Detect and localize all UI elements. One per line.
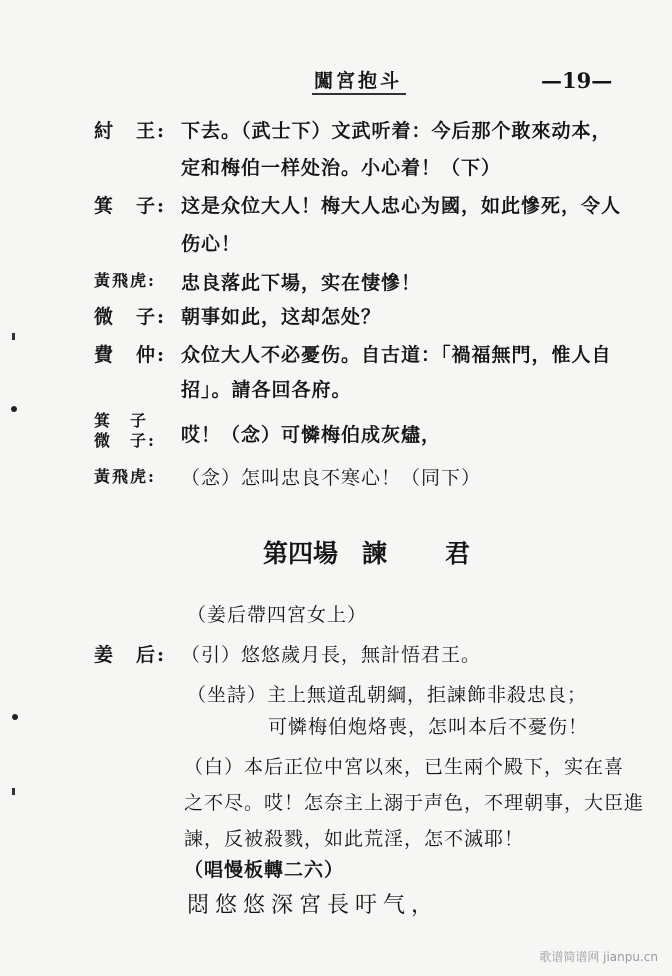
speaker-wei-zi: 微 子: [94,306,167,328]
speaker-jiang-hou: 姜 后: [94,644,167,666]
dialogue-line: （念）怎叫忠良不寒心！（同下） [181,467,482,489]
singing-direction: （唱慢板轉二六） [184,859,345,881]
dialogue-line: 之不尽。哎！怎奈主上溺于声色，不理朝事，大臣進 [184,792,645,814]
dialogue-line: 定和梅伯一样处治。小心着！（下） [181,157,502,179]
speaker-huang-feihu: 黃飛虎: [94,467,156,486]
watermark: 歌谱简谱网 jianpu.cn [539,950,658,964]
dialogue-line: （引）悠悠歲月長，無計悟君王。 [181,644,482,666]
scene-title-char: 諫 [362,539,388,568]
margin-mark [12,788,15,795]
speaker-huang-feihu: 黃飛虎: [94,271,156,290]
scene-heading: 第四場 [263,539,339,568]
dialogue-line: 哎！（念）可憐梅伯成灰燼， [181,424,442,446]
margin-dot [12,714,18,720]
dialogue-line: 众位大人不必憂伤。自古道：「禍福無門，惟人自 [181,344,612,366]
header-underline [312,93,406,95]
speaker-ji-zi: 箕 子 [94,411,149,430]
dialogue-line: （白）本后正位中宮以來，已生兩个殿下，实在喜 [184,756,625,778]
dialogue-line: （坐詩）主上無道乱朝綱，拒諫飾非殺忠良； [187,684,588,706]
dialogue-line: 可憐梅伯炮烙喪，怎叫本后不憂伤！ [268,716,589,738]
scene-title-char: 君 [445,539,471,568]
margin-mark [12,333,15,340]
speaker-zhou-wang: 紂 王: [94,120,167,142]
dialogue-line: 忠良落此下場，实在悽慘！ [181,272,422,294]
stage-direction: （姜后帶四宮女上） [187,604,368,626]
margin-dot [11,406,17,412]
page-number: —19— [541,68,613,93]
dialogue-line: 这是众位大人！梅大人忠心为國，如此慘死，令人 [181,195,622,217]
handwritten-lyric: 悶悠悠深宮長吁气， [187,893,440,918]
running-header-title: 闖宮抱斗 [314,70,403,92]
speaker-ji-zi: 箕 子: [94,195,167,217]
dialogue-line: 諫，反被殺戮，如此荒淫，怎不滅耶！ [184,828,525,850]
dialogue-line: 伤心！ [181,233,242,255]
speaker-fei-zhong: 費 仲: [94,344,167,366]
dialogue-line: 朝事如此，这却怎处？ [181,306,382,328]
dialogue-line: 下去。（武士下）文武听着：今后那个敢來动本， [181,120,612,142]
dialogue-line: 招」。請各回各府。 [181,379,352,401]
speaker-wei-zi: 微 子: [94,431,156,450]
